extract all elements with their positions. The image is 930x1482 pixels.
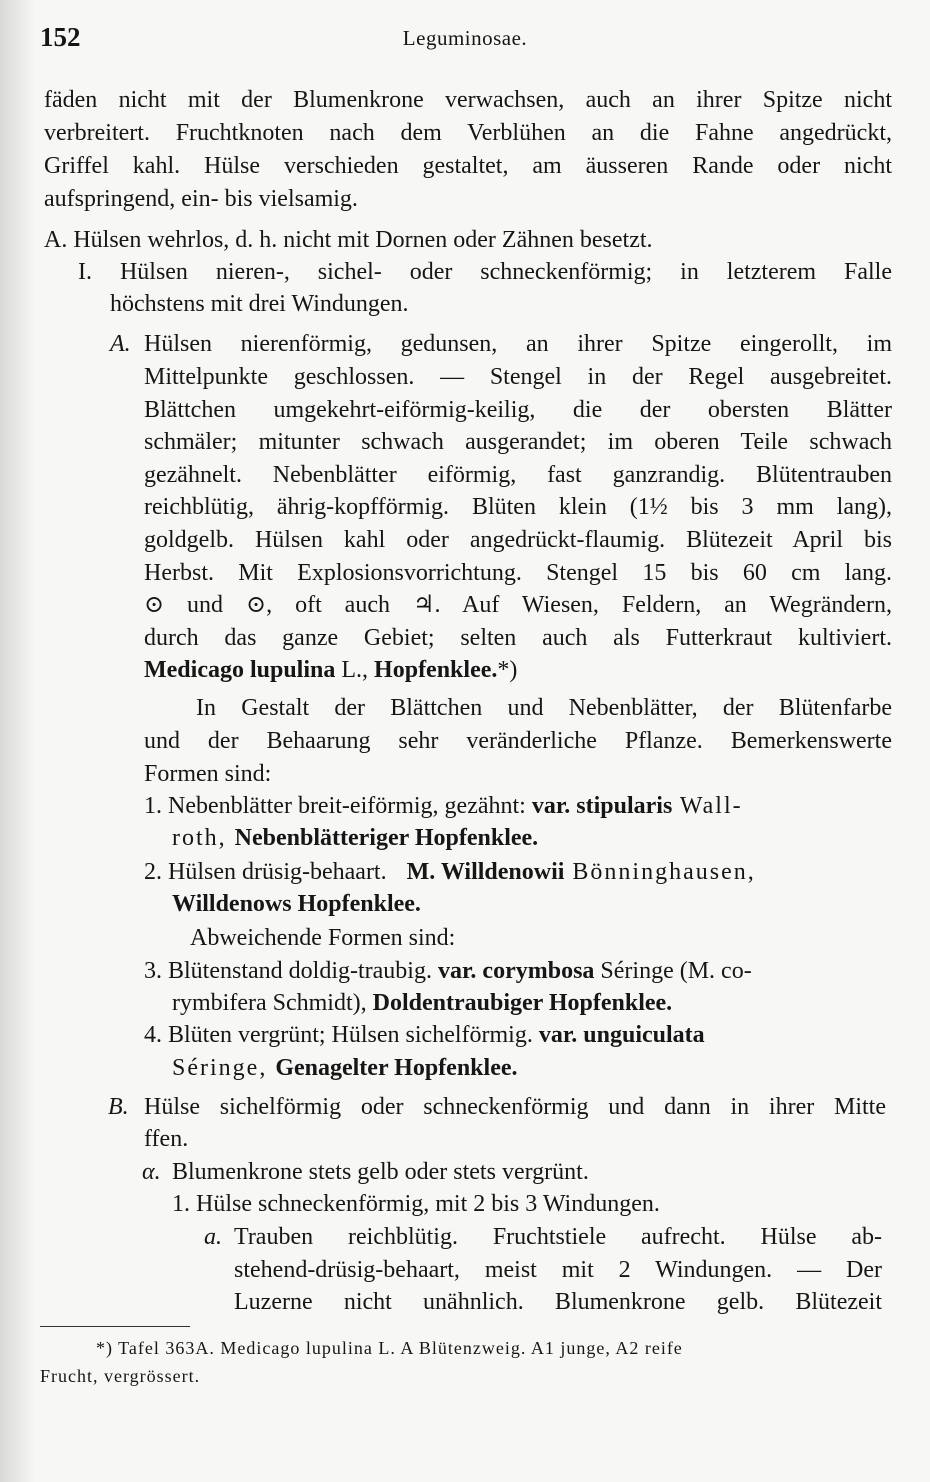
text-line: reichblütig, ährig-kopfförmig. Blüten klein (1½ bis 3 mm lang), <box>144 494 892 520</box>
text-line: Mittelpunkte geschlossen. — Stengel in der Regel ausgebreitet. <box>144 364 892 390</box>
text-line: goldgelb. Hülsen kahl oder angedrückt-flaumig. Blütezeit April bis <box>144 527 892 553</box>
text-line: stehend-drüsig-behaart, meist mit 2 Windungen. — Der <box>234 1257 882 1283</box>
variety-2-cont: Willdenows Hopfenklee. <box>172 891 421 917</box>
text-line: durch das ganze Gebiet; selten auch als Futterkraut kultiviert. <box>144 625 892 651</box>
footnote-rule <box>40 1326 190 1327</box>
page-header <box>40 22 890 62</box>
item-label: α. <box>142 1159 161 1185</box>
footnote-ref: *) <box>497 657 518 683</box>
text-line: Griffel kahl. Hülse verschieden gestaltet, am äusseren Rande oder nicht <box>44 153 892 179</box>
author: L., <box>335 657 375 683</box>
page-number: 152 <box>40 22 81 52</box>
scan-shadow <box>0 0 36 1482</box>
variety-1: 1. Nebenblätter breit-eiförmig, gezähnt: var. stipularis Wall- <box>144 793 743 819</box>
text-line: Hülsen nierenförmig, gedunsen, an ihrer Spitze eingerollt, im <box>144 331 892 357</box>
text-line: Blumenkrone stets gelb oder stets vergrünt. <box>172 1159 589 1185</box>
text-line: aufspringend, ein- bis vielsamig. <box>44 186 358 212</box>
text-line: ffen. <box>144 1126 189 1152</box>
footnote-line: Frucht, vergrössert. <box>40 1366 201 1386</box>
variety-4: 4. Blüten vergrünt; Hülsen sichelförmig. var. unguiculata <box>144 1022 705 1048</box>
common-name: Hopfenklee. <box>374 657 498 683</box>
text-line: Formen sind: <box>144 761 272 787</box>
variety-2: 2. Hülsen drüsig-behaart. M. Willdenowii Bönninghausen, <box>144 859 756 885</box>
text-line: verbreitert. Fruchtknoten nach dem Verblühen an die Fahne angedrückt, <box>44 120 892 146</box>
text-line: und der Behaarung sehr veränderliche Pflanze. Bemerkenswerte <box>144 728 892 754</box>
subsection-heading-i: I. Hülsen nieren-, sichel- oder schneckenförmig; in letzterem Falle <box>78 259 892 285</box>
text-line: Abweichende Formen sind: <box>190 925 456 951</box>
text-line: gezähnelt. Nebenblätter eiförmig, fast ganzrandig. Blütentrauben <box>144 462 892 488</box>
running-title: Leguminosae. <box>402 26 528 50</box>
item-label: A. <box>110 331 131 357</box>
item-label: B. <box>108 1094 129 1120</box>
variety-4-cont: Séringe, Genagelter Hopfenklee. <box>172 1055 518 1081</box>
species-name: Medicago lupulina <box>144 657 336 683</box>
text-line: höchstens mit drei Windungen. <box>110 291 409 317</box>
text-line: Luzerne nicht unähnlich. Blumenkrone gelb. Blütezeit <box>234 1289 882 1315</box>
text-line: schmäler; mitunter schwach ausgerandet; im oberen Teile schwach <box>144 429 892 455</box>
text-line: ⊙ und ⊙, oft auch ♃. Auf Wiesen, Feldern, an Wegrändern, <box>144 592 892 618</box>
section-heading-a: A. Hülsen wehrlos, d. h. nicht mit Dornen oder Zähnen besetzt. <box>44 227 653 253</box>
item-label: a. <box>204 1224 222 1250</box>
text-line: fäden nicht mit der Blumenkrone verwachsen, auch an ihrer Spitze nicht <box>44 87 892 113</box>
species-name-line <box>144 654 517 686</box>
text-line: Trauben reichblütig. Fruchtstiele aufrecht. Hülse ab- <box>234 1224 882 1250</box>
text-line: Herbst. Mit Explosionsvorrichtung. Stengel 15 bis 60 cm lang. <box>144 560 892 586</box>
text-line: 1. Hülse schneckenförmig, mit 2 bis 3 Windungen. <box>172 1191 660 1217</box>
variety-3-cont: rymbifera Schmidt), Doldentraubiger Hopfenklee. <box>172 990 673 1016</box>
variety-3: 3. Blütenstand doldig-traubig. var. corymbosa Séringe (M. co- <box>144 958 752 984</box>
variety-1-cont: roth, Nebenblätteriger Hopfenklee. <box>172 825 539 851</box>
text-line: Blättchen umgekehrt-eiförmig-keilig, die der obersten Blätter <box>144 397 892 423</box>
text-line: Hülse sichelförmig oder schneckenförmig und dann in ihrer Mitte <box>144 1094 886 1120</box>
text-line: In Gestalt der Blättchen und Nebenblätter, der Blütenfarbe <box>196 695 892 721</box>
footnote-line: *) Tafel 363A. Medicago lupulina L. A Blütenzweig. A1 junge, A2 reife <box>96 1338 683 1358</box>
